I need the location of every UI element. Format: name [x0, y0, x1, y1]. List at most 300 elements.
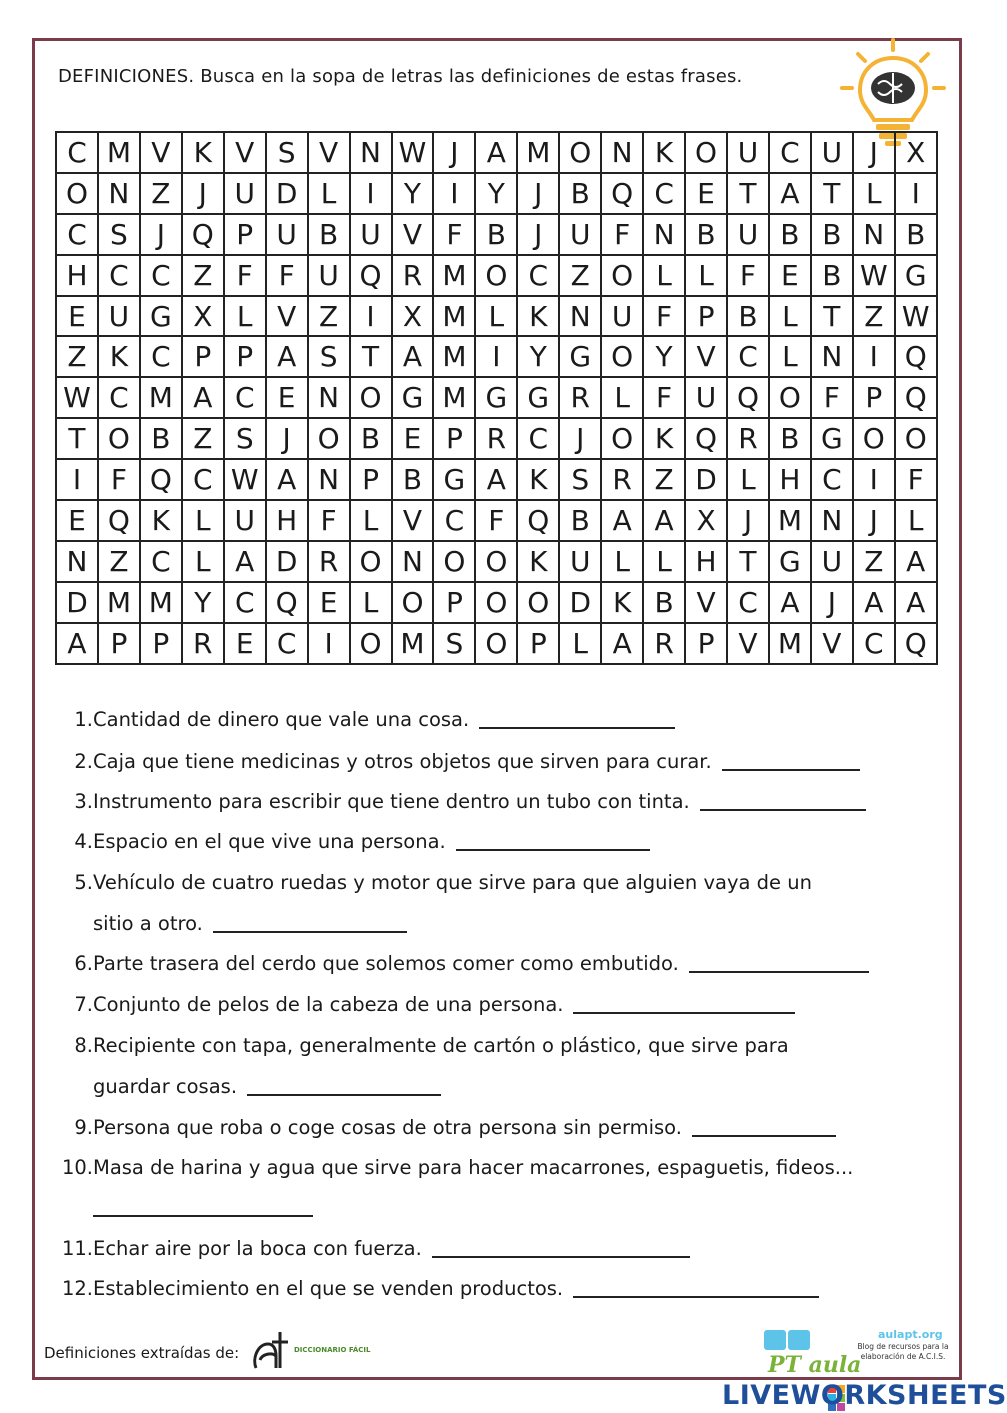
question-item: [56, 1237, 690, 1260]
grid-cell[interactable]: N: [560, 297, 602, 338]
grid-cell[interactable]: R: [309, 542, 351, 583]
grid-cell[interactable]: W: [225, 460, 267, 501]
grid-cell[interactable]: L: [183, 501, 225, 542]
grid-cell[interactable]: K: [644, 133, 686, 174]
answer-blank[interactable]: [93, 1197, 313, 1217]
grid-cell[interactable]: M: [434, 297, 476, 338]
grid-cell[interactable]: O: [602, 337, 644, 378]
grid-cell[interactable]: L: [183, 542, 225, 583]
question-continuation: [56, 1075, 441, 1098]
grid-cell[interactable]: E: [770, 256, 812, 297]
grid-cell[interactable]: Z: [183, 419, 225, 460]
grid-cell[interactable]: B: [728, 297, 770, 338]
grid-cell[interactable]: T: [812, 174, 854, 215]
grid-cell[interactable]: N: [812, 501, 854, 542]
grid-cell[interactable]: L: [644, 542, 686, 583]
grid-cell[interactable]: C: [57, 133, 99, 174]
grid-cell[interactable]: S: [225, 419, 267, 460]
grid-cell[interactable]: I: [854, 460, 896, 501]
grid-cell[interactable]: M: [99, 583, 141, 624]
grid-cell[interactable]: M: [770, 624, 812, 665]
grid-cell[interactable]: L: [602, 378, 644, 419]
grid-cell[interactable]: K: [99, 337, 141, 378]
grid-cell[interactable]: C: [434, 501, 476, 542]
grid-cell[interactable]: L: [560, 624, 602, 665]
answer-blank[interactable]: [247, 1076, 441, 1096]
grid-cell[interactable]: M: [770, 501, 812, 542]
grid-cell[interactable]: Q: [518, 501, 560, 542]
grid-cell[interactable]: J: [518, 215, 560, 256]
answer-blank[interactable]: [722, 751, 860, 771]
grid-cell[interactable]: A: [896, 583, 938, 624]
grid-cell[interactable]: U: [602, 297, 644, 338]
grid-cell[interactable]: H: [57, 256, 99, 297]
grid-cell[interactable]: Y: [518, 337, 560, 378]
grid-cell[interactable]: U: [560, 215, 602, 256]
grid-cell[interactable]: J: [728, 501, 770, 542]
grid-cell[interactable]: A: [267, 460, 309, 501]
grid-cell[interactable]: B: [770, 215, 812, 256]
grid-cell[interactable]: L: [225, 297, 267, 338]
grid-cell[interactable]: Z: [309, 297, 351, 338]
grid-cell[interactable]: N: [644, 215, 686, 256]
grid-cell[interactable]: Q: [99, 501, 141, 542]
question-number: 2.: [74, 750, 93, 773]
grid-cell[interactable]: O: [393, 583, 435, 624]
grid-cell[interactable]: A: [602, 624, 644, 665]
instruction-text: DEFINICIONES. Busca en la sopa de letras las definiciones de estas frases.: [58, 66, 743, 87]
grid-cell[interactable]: P: [141, 624, 183, 665]
grid-cell[interactable]: M: [434, 378, 476, 419]
grid-cell[interactable]: J: [854, 133, 896, 174]
grid-cell[interactable]: E: [225, 624, 267, 665]
grid-cell[interactable]: G: [560, 337, 602, 378]
grid-cell[interactable]: R: [476, 419, 518, 460]
grid-cell[interactable]: O: [99, 419, 141, 460]
grid-cell[interactable]: W: [57, 378, 99, 419]
grid-cell[interactable]: O: [476, 256, 518, 297]
grid-cell[interactable]: I: [351, 174, 393, 215]
question-item: [56, 1277, 819, 1300]
grid-cell[interactable]: A: [393, 337, 435, 378]
question-number: 6.: [74, 952, 93, 975]
grid-cell[interactable]: E: [57, 297, 99, 338]
grid-cell[interactable]: C: [770, 133, 812, 174]
grid-cell[interactable]: C: [141, 542, 183, 583]
grid-cell[interactable]: Z: [560, 256, 602, 297]
grid-cell[interactable]: O: [309, 419, 351, 460]
grid-cell[interactable]: C: [518, 419, 560, 460]
grid-cell[interactable]: K: [602, 583, 644, 624]
grid-cell[interactable]: N: [309, 378, 351, 419]
grid-cell[interactable]: V: [267, 297, 309, 338]
grid-cell[interactable]: G: [393, 378, 435, 419]
grid-cell[interactable]: W: [854, 256, 896, 297]
grid-cell[interactable]: J: [812, 583, 854, 624]
grid-cell[interactable]: A: [476, 460, 518, 501]
grid-cell[interactable]: O: [434, 542, 476, 583]
grid-cell[interactable]: F: [99, 460, 141, 501]
grid-cell[interactable]: I: [309, 624, 351, 665]
answer-blank[interactable]: [573, 994, 795, 1014]
grid-cell[interactable]: C: [141, 337, 183, 378]
answer-blank[interactable]: [689, 953, 869, 973]
grid-cell[interactable]: Q: [351, 256, 393, 297]
grid-cell[interactable]: K: [518, 542, 560, 583]
grid-cell[interactable]: W: [896, 297, 938, 338]
grid-cell[interactable]: A: [896, 542, 938, 583]
grid-cell[interactable]: A: [854, 583, 896, 624]
grid-cell[interactable]: N: [57, 542, 99, 583]
grid-cell[interactable]: I: [896, 174, 938, 215]
grid-cell[interactable]: B: [309, 215, 351, 256]
grid-cell[interactable]: O: [560, 133, 602, 174]
grid-cell[interactable]: U: [560, 542, 602, 583]
svg-text:aulapt.org: aulapt.org: [878, 1328, 943, 1341]
grid-cell[interactable]: R: [560, 378, 602, 419]
grid-cell[interactable]: C: [518, 256, 560, 297]
grid-cell[interactable]: M: [141, 378, 183, 419]
grid-cell[interactable]: L: [351, 583, 393, 624]
grid-cell[interactable]: T: [728, 542, 770, 583]
grid-cell[interactable]: U: [309, 256, 351, 297]
answer-blank[interactable]: [700, 791, 866, 811]
grid-cell[interactable]: C: [267, 624, 309, 665]
grid-cell[interactable]: B: [393, 460, 435, 501]
grid-cell[interactable]: F: [309, 501, 351, 542]
question-text: Recipiente con tapa, generalmente de cartón o plástico, que sirve para: [93, 1034, 789, 1057]
grid-cell[interactable]: N: [854, 215, 896, 256]
grid-cell[interactable]: P: [434, 583, 476, 624]
grid-cell[interactable]: J: [183, 174, 225, 215]
grid-cell[interactable]: B: [560, 174, 602, 215]
grid-cell[interactable]: R: [602, 460, 644, 501]
grid-cell[interactable]: T: [351, 337, 393, 378]
grid-cell[interactable]: Q: [896, 378, 938, 419]
liveworksheets-brand: LIVEWORKSHEETS: [722, 1380, 1007, 1411]
grid-cell[interactable]: W: [393, 133, 435, 174]
grid-cell[interactable]: L: [770, 297, 812, 338]
grid-cell[interactable]: S: [267, 133, 309, 174]
grid-cell[interactable]: U: [728, 133, 770, 174]
answer-blank[interactable]: [692, 1117, 836, 1137]
grid-cell[interactable]: E: [309, 583, 351, 624]
grid-cell[interactable]: V: [686, 337, 728, 378]
grid-cell[interactable]: C: [141, 256, 183, 297]
grid-cell[interactable]: O: [518, 583, 560, 624]
grid-cell[interactable]: X: [183, 297, 225, 338]
grid-cell[interactable]: D: [560, 583, 602, 624]
grid-cell[interactable]: U: [225, 501, 267, 542]
grid-cell[interactable]: P: [351, 460, 393, 501]
grid-cell[interactable]: V: [812, 624, 854, 665]
grid-cell[interactable]: F: [644, 297, 686, 338]
grid-cell[interactable]: K: [183, 133, 225, 174]
grid-cell[interactable]: A: [183, 378, 225, 419]
grid-cell[interactable]: F: [644, 378, 686, 419]
grid-cell[interactable]: L: [602, 542, 644, 583]
grid-cell[interactable]: O: [854, 419, 896, 460]
grid-cell[interactable]: I: [854, 337, 896, 378]
grid-cell[interactable]: Q: [728, 378, 770, 419]
grid-cell[interactable]: V: [309, 133, 351, 174]
grid-cell[interactable]: S: [309, 337, 351, 378]
grid-cell[interactable]: M: [99, 133, 141, 174]
grid-cell[interactable]: V: [393, 215, 435, 256]
grid-cell[interactable]: C: [225, 583, 267, 624]
answer-blank[interactable]: [573, 1278, 819, 1298]
grid-cell[interactable]: H: [686, 542, 728, 583]
grid-cell[interactable]: O: [896, 419, 938, 460]
grid-cell[interactable]: A: [644, 501, 686, 542]
grid-cell[interactable]: J: [854, 501, 896, 542]
grid-cell[interactable]: G: [896, 256, 938, 297]
grid-cell[interactable]: K: [644, 419, 686, 460]
grid-cell[interactable]: P: [686, 624, 728, 665]
grid-cell[interactable]: F: [602, 215, 644, 256]
grid-cell[interactable]: M: [434, 256, 476, 297]
grid-cell[interactable]: Z: [99, 542, 141, 583]
grid-cell[interactable]: E: [57, 501, 99, 542]
grid-cell[interactable]: B: [812, 215, 854, 256]
grid-cell[interactable]: V: [225, 133, 267, 174]
grid-cell[interactable]: G: [141, 297, 183, 338]
grid-cell[interactable]: L: [309, 174, 351, 215]
grid-cell[interactable]: V: [141, 133, 183, 174]
grid-cell[interactable]: G: [770, 542, 812, 583]
grid-cell[interactable]: G: [476, 378, 518, 419]
grid-cell[interactable]: E: [393, 419, 435, 460]
grid-cell[interactable]: N: [393, 542, 435, 583]
question-number: 5.: [74, 871, 93, 894]
answer-blank[interactable]: [479, 709, 675, 729]
grid-cell[interactable]: R: [393, 256, 435, 297]
grid-cell[interactable]: A: [225, 542, 267, 583]
grid-cell[interactable]: M: [434, 337, 476, 378]
grid-cell[interactable]: I: [351, 297, 393, 338]
grid-cell[interactable]: P: [686, 297, 728, 338]
grid-cell[interactable]: C: [812, 460, 854, 501]
grid-cell[interactable]: U: [99, 297, 141, 338]
grid-cell[interactable]: Y: [644, 337, 686, 378]
question-text: Cantidad de dinero que vale una cosa.: [93, 708, 470, 731]
grid-cell[interactable]: S: [434, 624, 476, 665]
grid-cell[interactable]: D: [686, 460, 728, 501]
grid-cell[interactable]: L: [854, 174, 896, 215]
grid-cell[interactable]: C: [854, 624, 896, 665]
grid-cell[interactable]: O: [57, 174, 99, 215]
grid-cell[interactable]: U: [225, 174, 267, 215]
grid-cell[interactable]: D: [267, 174, 309, 215]
grid-cell[interactable]: K: [518, 460, 560, 501]
grid-cell[interactable]: B: [770, 419, 812, 460]
grid-cell[interactable]: G: [518, 378, 560, 419]
grid-cell[interactable]: O: [476, 542, 518, 583]
grid-cell[interactable]: N: [99, 174, 141, 215]
grid-cell[interactable]: F: [896, 460, 938, 501]
grid-cell[interactable]: K: [518, 297, 560, 338]
grid-cell[interactable]: F: [267, 256, 309, 297]
question-text: Persona que roba o coge cosas de otra persona sin permiso.: [93, 1116, 682, 1139]
grid-cell[interactable]: Z: [854, 542, 896, 583]
grid-cell[interactable]: L: [351, 501, 393, 542]
grid-cell[interactable]: Q: [141, 460, 183, 501]
grid-cell[interactable]: L: [476, 297, 518, 338]
grid-cell[interactable]: O: [602, 419, 644, 460]
grid-cell[interactable]: N: [351, 133, 393, 174]
grid-cell[interactable]: T: [57, 419, 99, 460]
grid-cell[interactable]: U: [728, 215, 770, 256]
grid-cell[interactable]: O: [602, 256, 644, 297]
grid-cell[interactable]: Z: [141, 174, 183, 215]
grid-cell[interactable]: C: [728, 337, 770, 378]
grid-cell[interactable]: P: [225, 337, 267, 378]
grid-cell[interactable]: B: [560, 501, 602, 542]
grid-cell[interactable]: U: [351, 215, 393, 256]
grid-cell[interactable]: X: [393, 297, 435, 338]
grid-cell[interactable]: A: [476, 133, 518, 174]
grid-cell[interactable]: L: [644, 256, 686, 297]
grid-cell[interactable]: N: [602, 133, 644, 174]
grid-cell[interactable]: F: [225, 256, 267, 297]
grid-cell[interactable]: P: [518, 624, 560, 665]
grid-cell[interactable]: M: [141, 583, 183, 624]
grid-cell[interactable]: A: [770, 174, 812, 215]
grid-cell[interactable]: F: [728, 256, 770, 297]
grid-cell[interactable]: J: [560, 419, 602, 460]
grid-cell[interactable]: J: [141, 215, 183, 256]
grid-cell[interactable]: R: [644, 624, 686, 665]
grid-cell[interactable]: Z: [644, 460, 686, 501]
grid-cell[interactable]: C: [99, 256, 141, 297]
grid-cell[interactable]: Q: [686, 419, 728, 460]
grid-cell[interactable]: Z: [57, 337, 99, 378]
grid-cell[interactable]: O: [351, 542, 393, 583]
grid-cell[interactable]: J: [267, 419, 309, 460]
grid-cell[interactable]: O: [351, 624, 393, 665]
grid-cell[interactable]: L: [686, 256, 728, 297]
grid-cell[interactable]: F: [812, 378, 854, 419]
question-number: 4.: [74, 830, 93, 853]
grid-cell[interactable]: O: [476, 624, 518, 665]
grid-cell[interactable]: A: [57, 624, 99, 665]
grid-cell[interactable]: F: [434, 215, 476, 256]
grid-cell[interactable]: F: [476, 501, 518, 542]
grid-cell[interactable]: C: [57, 215, 99, 256]
grid-cell[interactable]: H: [267, 501, 309, 542]
grid-cell[interactable]: Y: [393, 174, 435, 215]
grid-cell[interactable]: R: [728, 419, 770, 460]
answer-blank[interactable]: [432, 1238, 690, 1258]
grid-cell[interactable]: P: [225, 215, 267, 256]
question-number: 3.: [74, 790, 93, 813]
grid-cell[interactable]: V: [686, 583, 728, 624]
grid-cell[interactable]: G: [434, 460, 476, 501]
grid-cell[interactable]: J: [434, 133, 476, 174]
grid-cell[interactable]: P: [854, 378, 896, 419]
grid-cell[interactable]: U: [686, 378, 728, 419]
grid-cell[interactable]: B: [896, 215, 938, 256]
grid-cell[interactable]: L: [770, 337, 812, 378]
grid-cell[interactable]: X: [686, 501, 728, 542]
grid-cell[interactable]: O: [476, 583, 518, 624]
grid-cell[interactable]: V: [728, 624, 770, 665]
answer-blank[interactable]: [456, 831, 650, 851]
grid-cell[interactable]: C: [99, 378, 141, 419]
grid-cell[interactable]: C: [225, 378, 267, 419]
grid-cell[interactable]: I: [434, 174, 476, 215]
grid-cell[interactable]: L: [896, 501, 938, 542]
grid-cell[interactable]: P: [434, 419, 476, 460]
grid-cell[interactable]: Q: [896, 624, 938, 665]
grid-cell[interactable]: T: [812, 297, 854, 338]
grid-cell[interactable]: A: [602, 501, 644, 542]
grid-cell[interactable]: T: [728, 174, 770, 215]
grid-cell[interactable]: N: [309, 460, 351, 501]
grid-cell[interactable]: B: [644, 583, 686, 624]
grid-cell[interactable]: D: [267, 542, 309, 583]
grid-cell[interactable]: P: [183, 337, 225, 378]
grid-cell[interactable]: U: [267, 215, 309, 256]
grid-cell[interactable]: Y: [183, 583, 225, 624]
grid-cell[interactable]: A: [267, 337, 309, 378]
grid-cell[interactable]: Q: [602, 174, 644, 215]
grid-cell[interactable]: C: [728, 583, 770, 624]
grid-cell[interactable]: O: [770, 378, 812, 419]
grid-cell[interactable]: Z: [183, 256, 225, 297]
grid-cell[interactable]: Y: [476, 174, 518, 215]
grid-cell[interactable]: Q: [183, 215, 225, 256]
grid-cell[interactable]: S: [560, 460, 602, 501]
grid-cell[interactable]: I: [476, 337, 518, 378]
grid-cell[interactable]: B: [141, 419, 183, 460]
grid-cell[interactable]: C: [183, 460, 225, 501]
grid-cell[interactable]: Q: [267, 583, 309, 624]
grid-cell[interactable]: N: [812, 337, 854, 378]
grid-cell[interactable]: K: [141, 501, 183, 542]
grid-cell[interactable]: G: [812, 419, 854, 460]
grid-cell[interactable]: M: [518, 133, 560, 174]
grid-cell[interactable]: C: [644, 174, 686, 215]
question-item: [56, 1034, 789, 1057]
grid-cell[interactable]: X: [896, 133, 938, 174]
grid-cell[interactable]: I: [57, 460, 99, 501]
grid-cell[interactable]: R: [183, 624, 225, 665]
grid-cell[interactable]: V: [393, 501, 435, 542]
grid-cell[interactable]: A: [770, 583, 812, 624]
grid-cell[interactable]: P: [99, 624, 141, 665]
grid-cell[interactable]: J: [518, 174, 560, 215]
grid-cell[interactable]: Z: [854, 297, 896, 338]
grid-cell[interactable]: U: [812, 542, 854, 583]
grid-cell[interactable]: B: [686, 215, 728, 256]
grid-cell[interactable]: E: [686, 174, 728, 215]
grid-cell[interactable]: M: [393, 624, 435, 665]
grid-cell[interactable]: B: [351, 419, 393, 460]
grid-cell[interactable]: B: [812, 256, 854, 297]
grid-cell[interactable]: U: [812, 133, 854, 174]
grid-cell[interactable]: E: [267, 378, 309, 419]
grid-cell[interactable]: O: [351, 378, 393, 419]
grid-cell[interactable]: D: [57, 583, 99, 624]
grid-cell[interactable]: Q: [896, 337, 938, 378]
grid-cell[interactable]: B: [476, 215, 518, 256]
grid-cell[interactable]: H: [770, 460, 812, 501]
grid-cell[interactable]: O: [686, 133, 728, 174]
answer-blank[interactable]: [213, 913, 407, 933]
grid-cell[interactable]: S: [99, 215, 141, 256]
grid-cell[interactable]: L: [728, 460, 770, 501]
